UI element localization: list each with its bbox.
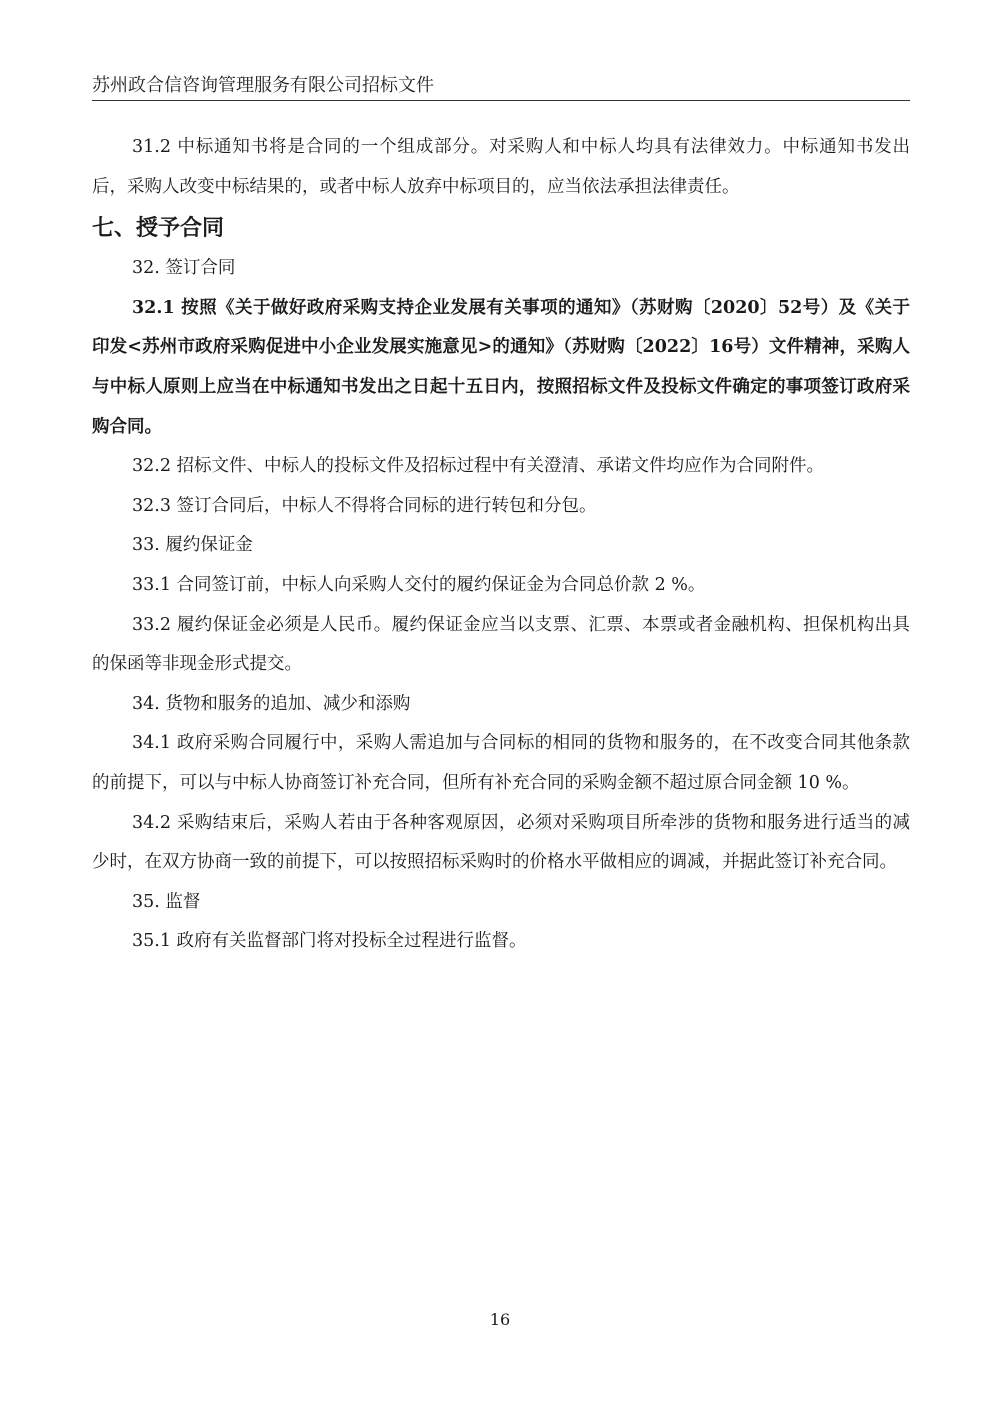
heading-32-sign-contract: 32. 签订合同	[132, 258, 236, 279]
heading-34-additions-reductions: 34. 货物和服务的追加、减少和添购	[132, 693, 411, 714]
paragraph-34-1: 34.1 政府采购合同履行中，采购人需追加与合同标的相同的货物和服务的，在不改变合同其他条款的前提下，可以与中标人协商签订补充合同，但所有补充合同的采购金额不超过原合同金额 10 %。	[92, 733, 910, 793]
header-divider	[92, 100, 910, 101]
paragraph-32-1: 32.1 按照《关于做好政府采购支持企业发展有关事项的通知》（苏财购〔2020〕52号）及《关于印发<苏州市政府采购促进中小企业发展实施意见>的通知》（苏财购〔2022〕16号）文件精神，采购人与中标人原则上应当在中标通知书发出之日起十五日内，按照招标文件及投标文件确定的事项签订政府采购合同。	[92, 297, 910, 437]
paragraph-34-2: 34.2 采购结束后，采购人若由于各种客观原因，必须对采购项目所牵涉的货物和服务进行适当的减少时，在双方协商一致的前提下，可以按照招标采购时的价格水平做相应的调减，并据此签订补充合同。	[92, 812, 910, 873]
paragraph-33-2: 33.2 履约保证金必须是人民币。履约保证金应当以支票、汇票、本票或者金融机构、担保机构出具的保函等非现金形式提交。	[92, 614, 910, 675]
paragraph-33-1: 33.1 合同签订前，中标人向采购人交付的履约保证金为合同总价款 2 %。	[132, 574, 706, 595]
paragraph-32-2: 32.2 招标文件、中标人的投标文件及招标过程中有关澄清、承诺文件均应作为合同附件。	[132, 456, 825, 477]
document-header: 苏州政合信咨询管理服务有限公司招标文件	[92, 75, 434, 96]
section-title-award-contract: 七、授予合同	[92, 215, 225, 242]
paragraph-32-3: 32.3 签订合同后，中标人不得将合同标的进行转包和分包。	[132, 495, 597, 516]
document-body	[92, 128, 910, 962]
paragraph-31-2: 31.2 中标通知书将是合同的一个组成部分。对采购人和中标人均具有法律效力。中标通知书发出后，采购人改变中标结果的，或者中标人放弃中标项目的，应当依法承担法律责任。	[92, 137, 910, 197]
heading-35-supervision: 35. 监督	[132, 891, 201, 912]
paragraph-35-1: 35.1 政府有关监督部门将对投标全过程进行监督。	[132, 931, 527, 952]
heading-33-performance-bond: 33. 履约保证金	[132, 535, 253, 556]
page-number: 16	[489, 1310, 511, 1329]
